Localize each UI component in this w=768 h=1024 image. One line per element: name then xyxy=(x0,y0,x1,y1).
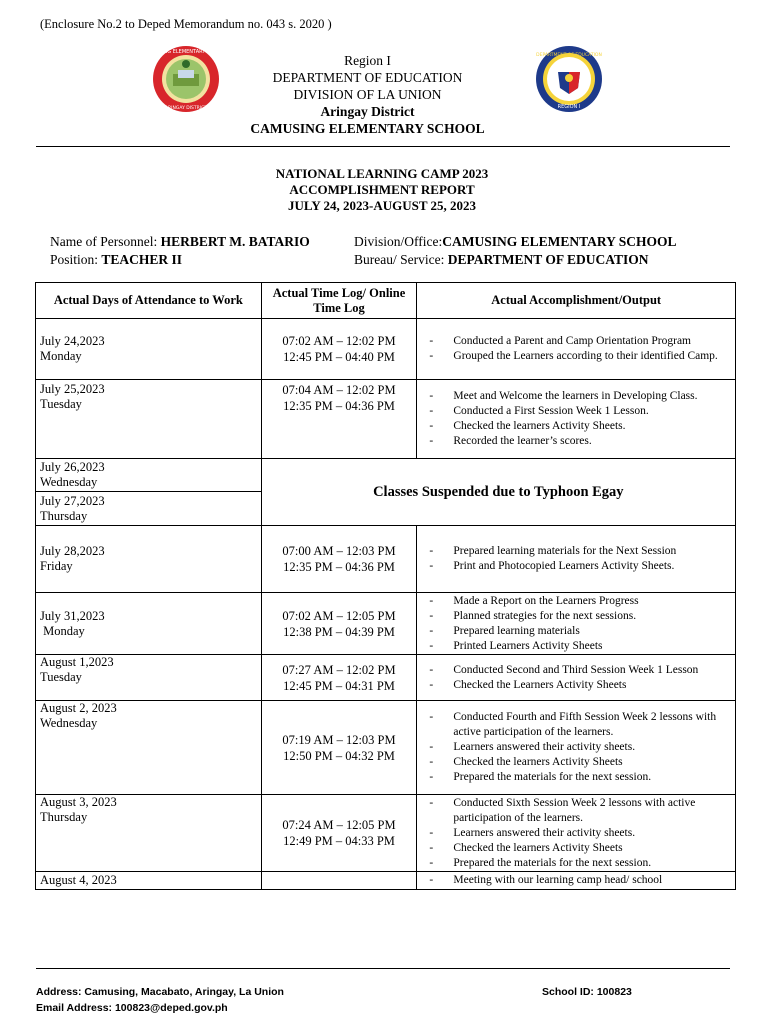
report-titles xyxy=(150,166,614,214)
header-days: Actual Days of Attendance to Work xyxy=(36,283,262,319)
footer-divider xyxy=(36,968,730,969)
table-row xyxy=(36,655,736,701)
list-item: - Grouped the Learners according to their identified Camp. xyxy=(429,349,729,364)
list-item: - Checked the learners Activity Sheets xyxy=(429,841,729,856)
row-date: July 24,2023 xyxy=(40,334,105,348)
personnel-info xyxy=(50,233,740,269)
footer-address: Address: Camusing, Macabato, Aringay, La Union xyxy=(36,986,284,998)
row-day: Monday xyxy=(40,349,82,363)
header-accomplishment: Actual Accomplishment/Output xyxy=(417,283,736,319)
table-row xyxy=(36,701,736,795)
row-time-am: 07:19 AM – 12:03 PM xyxy=(282,732,396,747)
deped-seal-logo xyxy=(534,44,604,114)
row-time-pm: 12:38 PM – 04:39 PM xyxy=(283,624,395,639)
bureau-value: DEPARTMENT OF EDUCATION xyxy=(447,252,649,267)
accomplishment-list xyxy=(421,796,731,871)
seal-text-top: CAMUSING ELEMENTARY SCHOOL xyxy=(143,49,229,55)
list-item: - Recorded the learner’s scores. xyxy=(429,434,729,449)
footer-contact xyxy=(36,984,284,1016)
list-item: - Made a Report on the Learners Progress xyxy=(429,594,729,609)
row-time-am: 07:02 AM – 12:02 PM xyxy=(282,334,396,348)
office-value: CAMUSING ELEMENTARY SCHOOL xyxy=(442,234,677,249)
row-time-am: 07:24 AM – 12:05 PM xyxy=(282,818,396,832)
list-item: - Learners answered their activity sheets. xyxy=(429,826,729,841)
row-time-pm: 12:35 PM – 04:36 PM xyxy=(283,560,395,574)
school-name-text: CAMUSING ELEMENTARY SCHOOL xyxy=(250,121,485,136)
row-date: July 28,2023 xyxy=(40,544,105,558)
row-time-pm: 12:50 PM – 04:32 PM xyxy=(283,748,395,763)
accomplishment-list xyxy=(421,873,731,888)
table-row xyxy=(36,380,736,459)
seal-text-bottom: ARINGAY DISTRICT xyxy=(164,106,208,111)
list-item: - Prepared the materials for the next session. xyxy=(429,770,729,785)
row-time-am: 07:00 AM – 12:03 PM xyxy=(282,544,396,558)
region-text: Region I xyxy=(344,53,391,68)
district-text: Aringay District xyxy=(320,104,415,119)
row-day: Monday xyxy=(40,623,85,638)
division-text: DIVISION OF LA UNION xyxy=(293,87,442,102)
table-row xyxy=(36,526,736,593)
title-line-3: JULY 24, 2023-AUGUST 25, 2023 xyxy=(287,198,477,213)
row-time-am: 07:27 AM – 12:02 PM xyxy=(282,662,396,677)
row-date: July 26,2023 xyxy=(40,460,105,474)
row-date: August 2, 2023 xyxy=(40,701,117,715)
list-item: - Conducted Fourth and Fifth Session Week 2 lessons with active participation of the learners. xyxy=(429,710,729,740)
row-date: July 31,2023 xyxy=(40,608,105,623)
list-item: - Prepared learning materials xyxy=(429,624,729,639)
title-line-2: ACCOMPLISHMENT REPORT xyxy=(289,182,475,197)
position-value: TEACHER II xyxy=(101,252,183,267)
list-item: - Conducted Sixth Session Week 2 lessons with active participation of the learners. xyxy=(429,796,729,826)
accomplishment-list xyxy=(421,594,731,654)
list-item: - Conducted a Parent and Camp Orientation Program xyxy=(429,334,729,349)
letterhead xyxy=(210,52,525,137)
row-day: Wednesday xyxy=(40,716,98,730)
list-item: - Learners answered their activity sheets. xyxy=(429,740,729,755)
table-row-suspended xyxy=(36,459,736,492)
enclosure-note: (Enclosure No.2 to Deped Memorandum no. 043 s. 2020 ) xyxy=(40,17,332,31)
row-time-am: 07:04 AM – 12:02 PM xyxy=(282,383,396,397)
header-divider xyxy=(36,146,730,147)
table-header-row xyxy=(36,283,736,319)
table-row xyxy=(36,319,736,380)
deped-seal-region: REGION I xyxy=(557,104,581,110)
list-item: - Checked the learners Activity Sheets xyxy=(429,755,729,770)
accomplishment-list xyxy=(421,663,731,693)
department-text: DEPARTMENT OF EDUCATION xyxy=(272,70,463,85)
office-label: Division/Office: xyxy=(354,234,443,249)
row-date: August 4, 2023 xyxy=(40,873,117,887)
footer-school-id: School ID: 100823 xyxy=(542,986,632,998)
accomplishment-list xyxy=(421,334,731,364)
list-item: - Checked the learners Activity Sheets. xyxy=(429,419,729,434)
row-time-am: 07:02 AM – 12:05 PM xyxy=(282,608,396,623)
name-label: Name of Personnel: xyxy=(50,234,161,249)
row-date: August 1,2023 xyxy=(40,655,114,669)
header-time-log: Actual Time Log/ Online Time Log xyxy=(261,283,417,319)
table-row xyxy=(36,872,736,890)
row-date: July 27,2023 xyxy=(40,493,105,508)
row-date: August 3, 2023 xyxy=(40,795,117,809)
accomplishment-list xyxy=(421,710,731,785)
row-date: July 25,2023 xyxy=(40,382,105,396)
row-day: Wednesday xyxy=(40,475,98,489)
row-day: Friday xyxy=(40,559,73,573)
list-item: - Conducted a First Session Week 1 Lesson. xyxy=(429,404,729,419)
list-item: - Meeting with our learning camp head/ school xyxy=(429,873,729,888)
list-item: - Prepared learning materials for the Next Session xyxy=(429,544,729,559)
accomplishment-list xyxy=(421,544,731,574)
accomplishment-table xyxy=(35,282,736,890)
footer-email: Email Address: 100823@deped.gov.ph xyxy=(36,1002,228,1014)
row-time-pm: 12:45 PM – 04:31 PM xyxy=(283,678,395,693)
deped-seal-text: DEPARTMENT OF EDUCATION xyxy=(536,53,602,58)
list-item: - Print and Photocopied Learners Activity Sheets. xyxy=(429,559,729,574)
row-day: Tuesday xyxy=(40,670,82,684)
suspension-notice: Classes Suspended due to Typhoon Egay xyxy=(261,459,735,526)
row-time-pm: 12:49 PM – 04:33 PM xyxy=(283,834,395,848)
accomplishment-list xyxy=(421,389,731,449)
row-time-pm: 12:45 PM – 04:40 PM xyxy=(283,350,395,364)
name-value: HERBERT M. BATARIO xyxy=(160,234,310,249)
list-item: - Printed Learners Activity Sheets xyxy=(429,639,729,654)
table-row xyxy=(36,593,736,655)
row-day: Thursday xyxy=(40,810,88,824)
list-item: - Meet and Welcome the learners in Developing Class. xyxy=(429,389,729,404)
bureau-label: Bureau/ Service: xyxy=(354,252,448,267)
row-day: Thursday xyxy=(40,508,88,523)
list-item: - Conducted Second and Third Session Week 1 Lesson xyxy=(429,663,729,678)
list-item: - Planned strategies for the next sessions. xyxy=(429,609,729,624)
list-item: - Checked the Learners Activity Sheets xyxy=(429,678,729,693)
position-label: Position: xyxy=(50,252,102,267)
table-row xyxy=(36,795,736,872)
row-day: Tuesday xyxy=(40,397,82,411)
title-line-1: NATIONAL LEARNING CAMP 2023 xyxy=(275,166,489,181)
row-time-pm: 12:35 PM – 04:36 PM xyxy=(283,399,395,413)
list-item: - Prepared the materials for the next session. xyxy=(429,856,729,871)
